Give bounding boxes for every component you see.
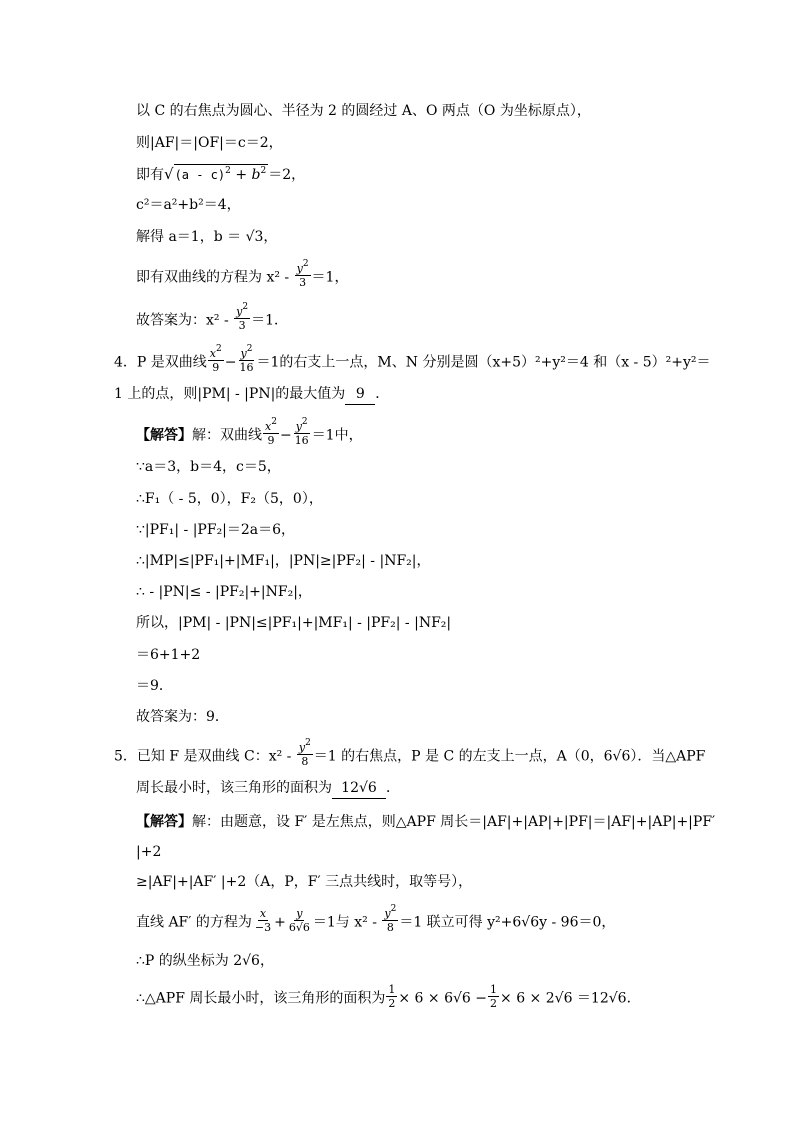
solution-5-line: ≥|AF|+|AF′ |+2（A，P，F′ 三点共线时，取等号），	[136, 874, 473, 890]
solution-4-line: ∴|MP|≤|PF₁|+|MF₁|，|PN|≥|PF₂| - |NF₂|，	[136, 553, 431, 569]
solution-4-line: 所以，|PM| - |PN|≤|PF₁|+|MF₁| - |PF₂| - |NF₂|	[136, 615, 452, 631]
fraction: $\frac{1}{2}$	[388, 983, 396, 1010]
fraction: $\frac{x^2}{9}$	[209, 344, 222, 374]
answer-blank: 12√6	[332, 778, 386, 799]
text-line: 即有$√(a - c)^2 + b^2 =2$，	[136, 165, 306, 183]
text-line: 解得 a＝1，b ＝ √3，	[136, 229, 278, 245]
solution-4-line: ∵|PF₁| - |PF₂|＝2a＝6，	[136, 522, 296, 538]
fraction: $\frac{y^2}{3}$	[296, 259, 309, 289]
text-line: c²＝a²+b²＝4，	[136, 197, 241, 213]
solution-5-line: |+2	[136, 844, 162, 860]
fraction: $\frac{y^2}{3}$	[236, 302, 249, 332]
radicand: $(a - c)^2 + b^2$	[174, 166, 267, 183]
fraction: $\frac{1}{2}$	[490, 983, 498, 1010]
solution-5-line: 直线 AF′ 的方程为 $\frac{x}{-3}$ + $\frac{y}{6√6}$ ＝1与 x² - $\frac{y^2}{8}$ ＝1 联立可得 y²+6√6y - 96＝0，	[136, 904, 616, 934]
solution-4-line: ＝6+1+2	[136, 647, 201, 663]
answer-blank: 9	[345, 384, 375, 405]
solution-4-line: ∵a＝3，b＝4，c＝5，	[136, 459, 281, 475]
fraction: $\frac{y^2}{16}$	[294, 417, 309, 447]
fraction: $\frac{x^2}{9}$	[265, 417, 277, 447]
fraction: $\frac{y^2}{8}$	[298, 738, 311, 768]
question-4-line: 4．P 是双曲线 $\frac{x^2}{9}$ − $\frac{y^2}{16}$ ＝1的右支上一点，M、N 分别是圆（x+5）²+y²＝4 和（x - 5）²+y²＝	[114, 344, 711, 374]
sqrt-sign: √	[164, 165, 174, 183]
solution-4-line: ＝9．	[136, 678, 173, 694]
solution-4-line: 故答案为：9．	[136, 709, 229, 725]
solution-5-line: 【解答】解：由题意，设 F′ 是左焦点，则△APF 周长＝|AF|+|AP|+|PF|＝|AF|+|AP|+|PF′	[136, 814, 716, 830]
solution-5-line: ∴△APF 周长最小时，该三角形的面积为 $\frac{1}{2}$ × 6 × 6√6 − $\frac{1}{2}$ × 6 × 2√6 ＝12√6．	[136, 983, 641, 1010]
solution-tag: 【解答】	[136, 814, 192, 830]
fraction: $\frac{y^2}{8}$	[384, 904, 397, 934]
question-4-line: 1 上的点，则|PM| - |PN|的最大值为 9 ．	[114, 384, 389, 405]
solution-5-line: ∴P 的纵坐标为 2√6，	[136, 953, 274, 969]
fraction: $\frac{x}{-3}$	[254, 907, 272, 934]
solution-4-line: 【解答】解：双曲线 $\frac{x^2}{9}$ − $\frac{y^2}{16}$ ＝1中，	[136, 417, 363, 447]
text-line: 以 C 的右焦点为圆心、半径为 2 的圆经过 A、O 两点（O 为坐标原点），	[136, 103, 591, 119]
question-5-line: 周长最小时，该三角形的面积为 12√6 ．	[114, 778, 400, 799]
fraction: $\frac{y}{6√6}$	[288, 907, 310, 934]
solution-tag: 【解答】	[136, 427, 192, 444]
text-line: 则|AF|＝|OF|＝c＝2，	[136, 135, 283, 151]
solution-4-line: ∴F₁（ - 5，0），F₂（5，0），	[136, 491, 323, 507]
text-line: 即有双曲线的方程为 x² - $\frac{y^2}{3}$ ＝1，	[136, 259, 349, 289]
question-5-line: 5．已知 F 是双曲线 C：x² - $\frac{y^2}{8}$ ＝1 的右焦点，P 是 C 的左支上一点，A（0，6√6）．当△APF	[114, 738, 706, 768]
fraction: $\frac{y^2}{16}$	[239, 344, 254, 374]
text-line: 故答案为：x² - $\frac{y^2}{3}$ ＝1．	[136, 302, 289, 332]
solution-4-line: ∴ - |PN|≤ - |PF₂|+|NF₂|，	[136, 584, 312, 600]
